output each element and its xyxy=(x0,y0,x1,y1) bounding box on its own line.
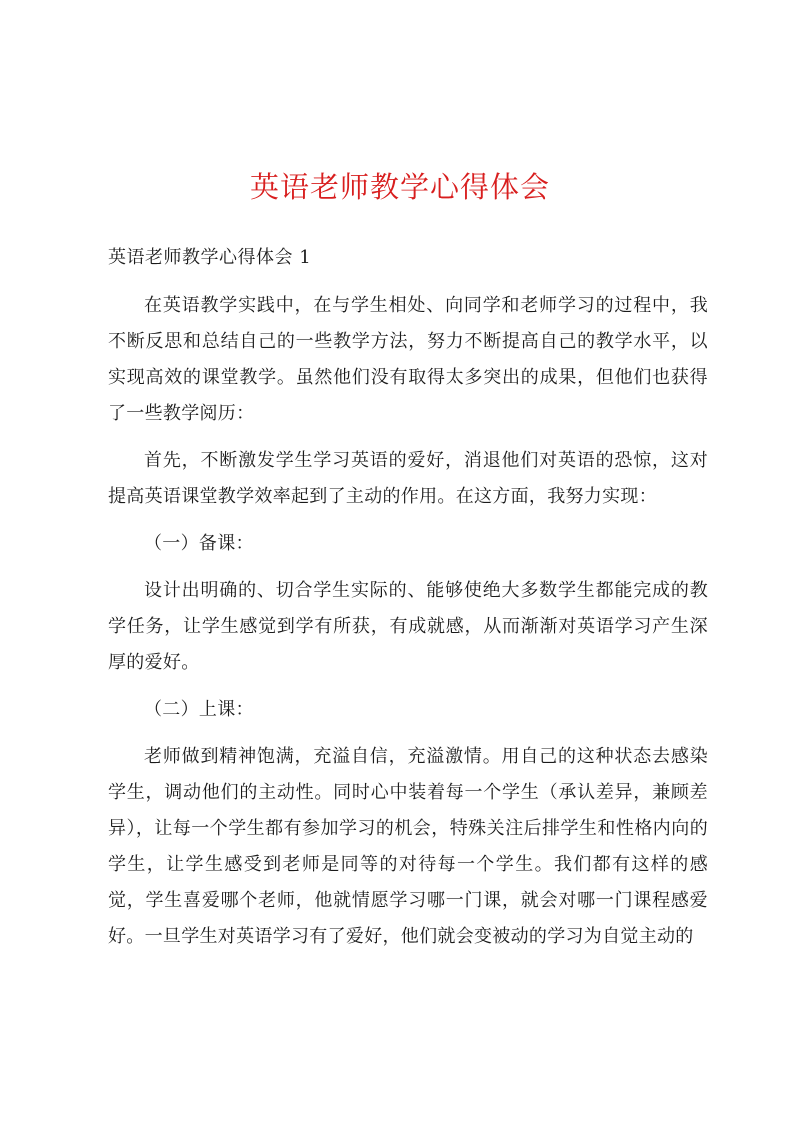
document-body xyxy=(108,240,708,966)
subheading-in-class: （二）上课： xyxy=(144,699,254,720)
paragraph-lesson-prep: 设计出明确的、切合学生实际的、能够使绝大多数学生都能完成的教学任务，让学生感觉到学有所获，有成就感，从而渐渐对英语学习产生深厚的爱好。 xyxy=(108,580,708,673)
paragraph-intro: 在英语教学实践中，在与学生相处、向同学和老师学习的过程中，我不断反思和总结自己的一些教学方法，努力不断提高自己的教学水平，以实现高效的课堂教学。虽然他们没有取得太多突出的成果，但他们也获得了一些教学阅历： xyxy=(108,295,708,424)
subheading-lesson-prep: （一）备课： xyxy=(144,533,254,554)
section-heading: 英语老师教学心得体会 1 xyxy=(108,247,312,268)
document-title: 英语老师教学心得体会 xyxy=(249,170,550,204)
paragraph-first-point: 首先，不断激发学生学习英语的爱好，消退他们对英语的恐惊，这对提高英语课堂教学效率起到了主动的作用。在这方面，我努力实现： xyxy=(108,450,708,507)
paragraph-in-class: 老师做到精神饱满，充溢自信，充溢激情。用自己的这种状态去感染学生，调动他们的主动性。同时心中装着每一个学生（承认差异，兼顾差异），让每一个学生都有参加学习的机会，特殊关注后排学生和性格内向的学生，让学生感受到老师是同等的对待每一个学生。我们都有这样的感觉，学生喜爱哪个老师，他就情愿学习哪一门课，就会对哪一门课程感爱好。一旦学生对英语学习有了爱好，他们就会变被动的学习为自觉主动的 xyxy=(108,746,708,947)
